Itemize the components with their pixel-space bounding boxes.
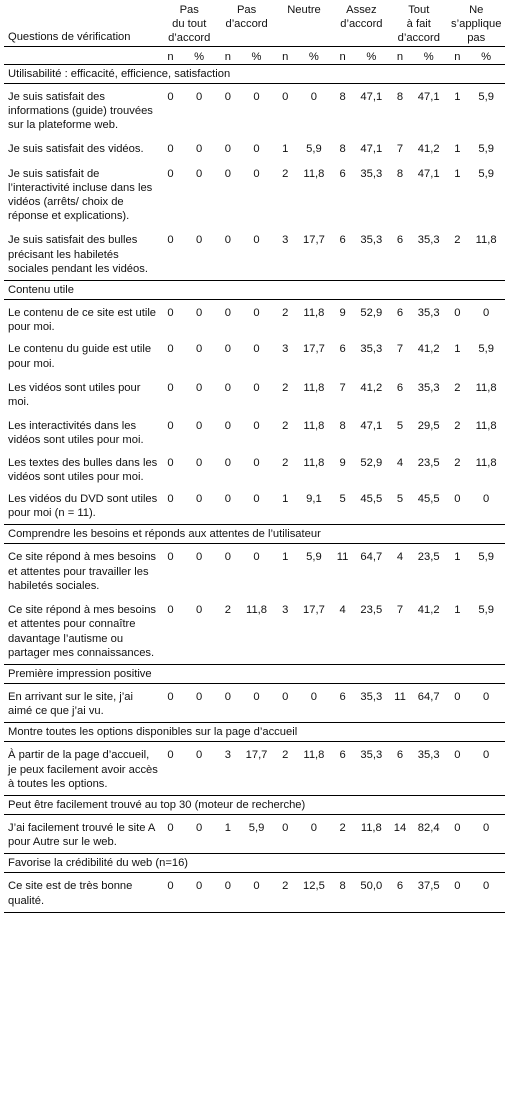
subheader-n: n bbox=[447, 46, 467, 64]
count-cell: 0 bbox=[447, 873, 467, 912]
percent-cell: 0 bbox=[253, 690, 260, 703]
table-row bbox=[4, 300, 505, 339]
percent-cell: 0 bbox=[253, 234, 260, 247]
count-cell: 1 bbox=[454, 551, 461, 564]
count-cell: 4 bbox=[396, 456, 404, 469]
question-cell: Je suis satisfait des bulles précisant les habiletés sociales pendant les vidéos. bbox=[8, 234, 148, 275]
percent-cell: 35,3 bbox=[417, 234, 440, 247]
percent-cell: 0 bbox=[310, 90, 318, 103]
count-cell: 1 bbox=[454, 343, 461, 356]
section-header-row bbox=[4, 281, 505, 300]
percent-cell: 35,3 bbox=[417, 749, 440, 762]
question-cell: Les interactivités dans les vidéos sont utiles pour moi. bbox=[8, 420, 144, 447]
count-cell: 6 bbox=[339, 343, 346, 356]
count-cell: 7 bbox=[396, 604, 404, 617]
percent-cell: 0 bbox=[483, 749, 490, 762]
percent-cell: 11,8 bbox=[475, 234, 497, 247]
count-cell: 2 bbox=[454, 381, 461, 394]
count-cell: 8 bbox=[396, 90, 404, 103]
count-cell: 0 bbox=[454, 690, 461, 703]
question-cell: Les textes des bulles dans les vidéos sont utiles pour moi. bbox=[8, 456, 158, 483]
percent-cell: 11,8 bbox=[475, 456, 497, 469]
section-header-row bbox=[4, 795, 505, 814]
table-row bbox=[4, 227, 505, 280]
percent-cell: 0 bbox=[253, 551, 260, 564]
percent-cell: 5,9 bbox=[306, 143, 322, 156]
percent-cell: 52,9 bbox=[360, 307, 383, 320]
section-title: Contenu utile bbox=[4, 281, 505, 300]
count-cell: 0 bbox=[224, 690, 231, 703]
count-cell: 0 bbox=[224, 551, 231, 564]
percent-cell: 47,1 bbox=[360, 420, 383, 433]
count-cell: 0 bbox=[224, 381, 231, 394]
table-body bbox=[4, 64, 505, 912]
count-cell: 0 bbox=[454, 307, 461, 320]
percent-cell: 41,2 bbox=[417, 343, 440, 356]
table-row bbox=[4, 544, 505, 597]
subheader-pct: % bbox=[238, 46, 276, 64]
section-title: Comprendre les besoins et réponds aux attentes de l’utilisateur bbox=[4, 525, 505, 544]
percent-cell: 11,8 bbox=[303, 167, 325, 180]
count-cell: 0 bbox=[224, 234, 231, 247]
subheader-n: n bbox=[275, 46, 295, 64]
count-cell: 3 bbox=[282, 604, 289, 617]
count-cell: 0 bbox=[224, 90, 231, 103]
count-cell: 3 bbox=[282, 343, 289, 356]
percent-cell: 0 bbox=[253, 307, 260, 320]
percent-cell: 41,2 bbox=[417, 143, 440, 156]
section-title: Favorise la crédibilité du web (n=16) bbox=[4, 854, 505, 873]
percent-cell: 0 bbox=[483, 690, 490, 703]
count-cell: 5 bbox=[396, 493, 404, 506]
count-cell: 5 bbox=[339, 493, 346, 506]
percent-cell: 11,8 bbox=[475, 420, 497, 433]
count-cell: 1 bbox=[282, 551, 289, 564]
percent-cell: 35,3 bbox=[360, 234, 383, 247]
percent-cell: 11,8 bbox=[360, 821, 382, 834]
count-cell: 0 bbox=[224, 143, 231, 156]
percent-cell: 17,7 bbox=[245, 749, 268, 762]
count-cell: 8 bbox=[339, 90, 346, 103]
subheader-pct: % bbox=[353, 46, 391, 64]
percent-cell: 35,3 bbox=[360, 749, 383, 762]
count-cell: 6 bbox=[339, 690, 346, 703]
count-cell: 0 bbox=[167, 551, 174, 564]
count-cell: 0 bbox=[167, 307, 174, 320]
table-row bbox=[4, 161, 505, 228]
percent-cell: 0 bbox=[196, 749, 203, 762]
section-title: Première impression positive bbox=[4, 664, 505, 683]
count-cell: 1 bbox=[282, 143, 289, 156]
category-header-line: Assez bbox=[346, 4, 377, 16]
percent-cell: 0 bbox=[253, 143, 260, 156]
percent-cell: 9,1 bbox=[306, 493, 322, 506]
first-col-header bbox=[4, 3, 161, 46]
count-cell: 6 bbox=[339, 749, 346, 762]
percent-cell: 82,4 bbox=[417, 821, 440, 834]
percent-cell: 47,1 bbox=[417, 167, 440, 180]
count-cell: 11 bbox=[336, 551, 349, 564]
section-header-row bbox=[4, 854, 505, 873]
count-cell: 0 bbox=[167, 690, 174, 703]
count-cell: 0 bbox=[167, 821, 174, 834]
percent-cell: 17,7 bbox=[303, 343, 325, 356]
category-header-line: d’accord bbox=[340, 18, 383, 31]
percent-cell: 0 bbox=[253, 493, 260, 506]
count-cell: 2 bbox=[454, 420, 461, 433]
subheader-n: n bbox=[390, 46, 410, 64]
count-cell: 11 bbox=[394, 690, 406, 703]
percent-cell: 11,8 bbox=[303, 381, 325, 394]
percent-cell: 64,7 bbox=[360, 551, 383, 564]
percent-cell: 45,5 bbox=[417, 493, 440, 506]
category-header-line: du tout bbox=[172, 18, 207, 31]
question-cell: Ce site répond à mes besoins et attentes pour connaître davantage l’autisme ou partager mes connaissances. bbox=[8, 604, 157, 659]
percent-cell: 0 bbox=[310, 690, 318, 703]
category-header-line: Pas bbox=[236, 4, 257, 16]
percent-cell: 5,9 bbox=[478, 167, 494, 180]
count-cell: 1 bbox=[224, 821, 231, 834]
count-cell: 0 bbox=[167, 167, 174, 180]
count-cell: 2 bbox=[282, 749, 289, 762]
count-cell: 4 bbox=[396, 551, 404, 564]
percent-cell: 29,5 bbox=[417, 420, 440, 433]
percent-cell: 41,2 bbox=[417, 604, 440, 617]
count-cell: 2 bbox=[454, 456, 461, 469]
percent-cell: 0 bbox=[238, 873, 276, 912]
section-title: Peut être facilement trouvé au top 30 (moteur de recherche) bbox=[4, 795, 505, 814]
section-title: Utilisabilité : efficacité, efficience, satisfaction bbox=[4, 64, 505, 83]
question-cell: Je suis satisfait de l’interactivité incluse dans les vidéos (arrêts/ choix de réponse et explications). bbox=[8, 167, 153, 223]
count-cell: 0 bbox=[224, 343, 231, 356]
count-cell: 0 bbox=[224, 456, 231, 469]
count-cell: 3 bbox=[282, 234, 289, 247]
percent-cell: 23,5 bbox=[417, 551, 440, 564]
count-cell: 2 bbox=[454, 234, 461, 247]
percent-cell: 11,8 bbox=[303, 420, 325, 433]
percent-cell: 0 bbox=[196, 381, 203, 394]
percent-cell: 0 bbox=[253, 343, 260, 356]
count-cell: 6 bbox=[396, 749, 404, 762]
category-header-line: Ne bbox=[469, 4, 484, 16]
survey-table bbox=[4, 3, 505, 913]
category-header bbox=[447, 3, 505, 46]
percent-cell: 11,8 bbox=[303, 307, 325, 320]
question-cell: Ce site est de très bonne qualité. bbox=[4, 873, 161, 912]
count-cell: 0 bbox=[167, 493, 174, 506]
question-cell: En arrivant sur le site, j’ai aimé ce que j’ai vu. bbox=[8, 690, 133, 718]
percent-cell: 23,5 bbox=[360, 604, 383, 617]
percent-cell: 0 bbox=[253, 420, 260, 433]
percent-cell: 35,3 bbox=[417, 307, 440, 320]
percent-cell: 0 bbox=[483, 307, 490, 320]
count-cell: 9 bbox=[339, 456, 346, 469]
percent-cell: 52,9 bbox=[360, 456, 383, 469]
count-cell: 6 bbox=[390, 873, 410, 912]
percent-cell: 0 bbox=[253, 456, 260, 469]
count-cell: 0 bbox=[161, 873, 181, 912]
percent-cell: 11,8 bbox=[475, 381, 497, 394]
percent-cell: 5,9 bbox=[478, 604, 494, 617]
subheader-row bbox=[4, 46, 505, 64]
question-cell: Je suis satisfait des informations (guide) trouvées sur la plateforme web. bbox=[8, 90, 153, 132]
question-cell: Le contenu du guide est utile pour moi. bbox=[8, 343, 152, 370]
count-cell: 6 bbox=[339, 234, 346, 247]
section-header-row bbox=[4, 64, 505, 83]
category-header bbox=[161, 3, 218, 46]
count-cell: 6 bbox=[339, 167, 346, 180]
percent-cell: 64,7 bbox=[417, 690, 440, 703]
percent-cell: 17,7 bbox=[303, 234, 325, 247]
percent-cell: 0 bbox=[196, 420, 203, 433]
count-cell: 8 bbox=[339, 143, 346, 156]
percent-cell: 0 bbox=[196, 821, 203, 834]
percent-cell: 35,3 bbox=[360, 167, 383, 180]
question-cell: Les vidéos du DVD sont utiles pour moi (n = 11). bbox=[8, 493, 158, 520]
table-row bbox=[4, 742, 505, 796]
category-header-line: s’applique bbox=[451, 18, 502, 31]
count-cell: 8 bbox=[396, 167, 404, 180]
percent-cell: 5,9 bbox=[478, 343, 494, 356]
percent-cell: 17,7 bbox=[303, 604, 325, 617]
percent-cell: 0 bbox=[253, 381, 260, 394]
count-cell: 0 bbox=[167, 234, 174, 247]
count-cell: 9 bbox=[339, 307, 346, 320]
table-header bbox=[4, 3, 505, 64]
percent-cell: 0 bbox=[196, 307, 203, 320]
count-cell: 2 bbox=[224, 604, 231, 617]
percent-cell: 0 bbox=[467, 873, 505, 912]
count-cell: 2 bbox=[282, 167, 289, 180]
count-cell: 14 bbox=[393, 821, 407, 834]
count-cell: 7 bbox=[339, 381, 346, 394]
category-header bbox=[218, 3, 275, 46]
percent-cell: 5,9 bbox=[478, 551, 494, 564]
category-header-line: d’accord bbox=[397, 32, 440, 45]
count-cell: 0 bbox=[454, 749, 461, 762]
count-cell: 0 bbox=[167, 143, 174, 156]
percent-cell: 0 bbox=[310, 821, 318, 834]
table-row bbox=[4, 413, 505, 451]
percent-cell: 0 bbox=[196, 493, 203, 506]
count-cell: 0 bbox=[224, 493, 231, 506]
count-cell: 0 bbox=[167, 749, 174, 762]
count-cell: 0 bbox=[282, 690, 289, 703]
category-header-line: Tout bbox=[408, 4, 430, 16]
count-cell: 2 bbox=[282, 381, 289, 394]
count-cell: 1 bbox=[454, 143, 461, 156]
percent-cell: 50,0 bbox=[353, 873, 391, 912]
percent-cell: 0 bbox=[253, 167, 260, 180]
category-header-line: d’accord bbox=[225, 18, 268, 31]
category-header-line: pas bbox=[467, 32, 486, 45]
count-cell: 0 bbox=[454, 493, 461, 506]
question-cell: Ce site répond à mes besoins et attentes pour travailler les habiletés sociales. bbox=[8, 551, 157, 592]
percent-cell: 0 bbox=[196, 167, 203, 180]
count-cell: 0 bbox=[218, 873, 238, 912]
subheader-blank bbox=[4, 46, 161, 64]
category-header bbox=[275, 3, 332, 46]
count-cell: 6 bbox=[396, 234, 404, 247]
count-cell: 2 bbox=[339, 821, 346, 834]
section-header-row bbox=[4, 664, 505, 683]
count-cell: 0 bbox=[282, 90, 289, 103]
category-header bbox=[390, 3, 447, 46]
percent-cell: 23,5 bbox=[417, 456, 440, 469]
count-cell: 2 bbox=[282, 307, 289, 320]
table-row bbox=[4, 488, 505, 525]
table-row bbox=[4, 597, 505, 664]
count-cell: 2 bbox=[282, 420, 289, 433]
percent-cell: 0 bbox=[196, 551, 203, 564]
table-row bbox=[4, 873, 505, 912]
percent-cell: 47,1 bbox=[417, 90, 440, 103]
count-cell: 0 bbox=[167, 420, 174, 433]
table-row bbox=[4, 338, 505, 374]
count-cell: 1 bbox=[282, 493, 289, 506]
count-cell: 1 bbox=[454, 604, 461, 617]
percent-cell: 35,3 bbox=[360, 690, 383, 703]
count-cell: 0 bbox=[282, 821, 289, 834]
percent-cell: 0 bbox=[196, 456, 203, 469]
percent-cell: 41,2 bbox=[360, 381, 383, 394]
subheader-pct: % bbox=[410, 46, 448, 64]
percent-cell: 0 bbox=[483, 821, 490, 834]
percent-cell: 0 bbox=[196, 604, 203, 617]
count-cell: 0 bbox=[167, 381, 174, 394]
category-header-line: Pas bbox=[179, 4, 199, 16]
table-row bbox=[4, 683, 505, 722]
count-cell: 7 bbox=[396, 143, 404, 156]
percent-cell: 0 bbox=[196, 143, 203, 156]
percent-cell: 0 bbox=[196, 690, 203, 703]
percent-cell: 5,9 bbox=[478, 143, 494, 156]
count-cell: 0 bbox=[167, 90, 174, 103]
percent-cell: 47,1 bbox=[360, 143, 383, 156]
count-cell: 0 bbox=[167, 604, 174, 617]
count-cell: 4 bbox=[339, 604, 346, 617]
subheader-pct: % bbox=[467, 46, 505, 64]
percent-cell: 0 bbox=[196, 343, 203, 356]
question-cell: Je suis satisfait des vidéos. bbox=[8, 143, 144, 156]
count-cell: 1 bbox=[454, 90, 461, 103]
category-header bbox=[333, 3, 390, 46]
count-cell: 8 bbox=[333, 873, 353, 912]
table-row bbox=[4, 375, 505, 413]
question-cell: À partir de la page d’accueil, je peux facilement avoir accès à toutes les options. bbox=[8, 749, 158, 790]
count-cell: 6 bbox=[396, 307, 404, 320]
percent-cell: 35,3 bbox=[417, 381, 440, 394]
count-cell: 8 bbox=[339, 420, 346, 433]
count-cell: 0 bbox=[224, 420, 231, 433]
count-cell: 3 bbox=[224, 749, 231, 762]
percent-cell: 0 bbox=[196, 234, 203, 247]
subheader-n: n bbox=[161, 46, 181, 64]
percent-cell: 11,8 bbox=[303, 749, 325, 762]
percent-cell: 0 bbox=[196, 90, 203, 103]
table-row bbox=[4, 136, 505, 160]
category-header-line: à fait bbox=[406, 18, 431, 31]
count-cell: 2 bbox=[282, 456, 289, 469]
percent-cell: 0 bbox=[253, 90, 260, 103]
table-row bbox=[4, 83, 505, 136]
subheader-pct: % bbox=[295, 46, 333, 64]
percent-cell: 11,8 bbox=[303, 456, 325, 469]
percent-cell: 5,9 bbox=[478, 90, 494, 103]
count-cell: 6 bbox=[396, 381, 404, 394]
count-cell: 0 bbox=[167, 456, 174, 469]
table-row bbox=[4, 452, 505, 488]
category-header-line: d’accord bbox=[168, 32, 211, 45]
percent-cell: 5,9 bbox=[248, 821, 265, 834]
count-cell: 2 bbox=[275, 873, 295, 912]
count-cell: 1 bbox=[454, 167, 461, 180]
percent-cell: 5,9 bbox=[306, 551, 322, 564]
question-cell: J’ai facilement trouvé le site A pour Autre sur le web. bbox=[8, 821, 155, 849]
count-cell: 0 bbox=[167, 343, 174, 356]
section-header-row bbox=[4, 525, 505, 544]
subheader-pct: % bbox=[180, 46, 218, 64]
percent-cell: 0 bbox=[483, 493, 490, 506]
question-cell: Le contenu de ce site est utile pour moi. bbox=[8, 307, 157, 334]
question-cell: Les vidéos sont utiles pour moi. bbox=[8, 381, 141, 409]
count-cell: 0 bbox=[224, 167, 231, 180]
count-cell: 7 bbox=[396, 343, 404, 356]
subheader-n: n bbox=[333, 46, 353, 64]
category-header-line: Neutre bbox=[287, 4, 321, 16]
percent-cell: 35,3 bbox=[360, 343, 383, 356]
count-cell: 0 bbox=[224, 307, 231, 320]
percent-cell: 37,5 bbox=[410, 873, 448, 912]
table-row bbox=[4, 814, 505, 853]
percent-cell: 45,5 bbox=[360, 493, 383, 506]
section-title: Montre toutes les options disponibles sur la page d’accueil bbox=[4, 723, 505, 742]
header-row bbox=[4, 3, 505, 46]
section-header-row bbox=[4, 723, 505, 742]
percent-cell: 11,8 bbox=[246, 604, 267, 617]
percent-cell: 12,5 bbox=[295, 873, 333, 912]
count-cell: 5 bbox=[396, 420, 404, 433]
percent-cell: 0 bbox=[180, 873, 218, 912]
percent-cell: 47,1 bbox=[360, 90, 383, 103]
count-cell: 0 bbox=[454, 821, 461, 834]
subheader-n: n bbox=[218, 46, 238, 64]
first-col-header-label: Questions de vérification bbox=[8, 31, 131, 44]
